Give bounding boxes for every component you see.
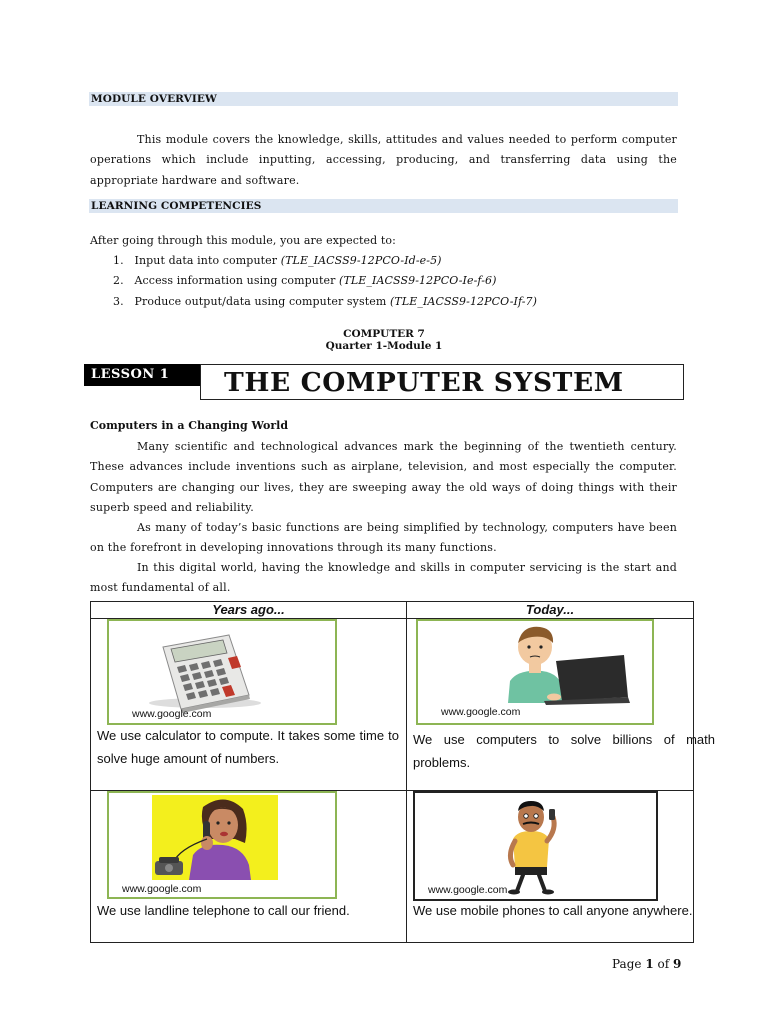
lesson-label: LESSON 1: [84, 364, 200, 386]
image-credit: www.google.com: [441, 706, 521, 718]
competency-item: 1. Input data into computer (TLE_IACSS9-12PCO-Id-e-5): [113, 254, 442, 267]
competencies-intro: After going through this module, you are expected to:: [90, 234, 396, 247]
table-header-years-ago: Years ago...: [212, 602, 285, 617]
row1-right-text: We use computers to solve billions of math problems.: [413, 732, 715, 770]
lesson-title: THE COMPUTER SYSTEM: [224, 367, 624, 398]
image-credit: www.google.com: [132, 708, 212, 720]
competency-item: 3. Produce output/data using computer system (TLE_IACSS9-12PCO-If-7): [113, 295, 538, 308]
table-header-today: Today...: [525, 602, 575, 617]
competency-item: 2. Access information using computer (TLE_IACSS9-12PCO-Ie-f-6): [113, 274, 497, 287]
course-subtitle: Quarter 1-Module 1: [325, 340, 443, 352]
image-credit: www.google.com: [122, 883, 202, 895]
page-number: Page 1 of 9: [612, 957, 682, 971]
row1-left-text: We use calculator to compute. It takes some time to solve huge amount of numbers.: [97, 728, 399, 766]
section-heading: Computers in a Changing World: [90, 419, 289, 432]
section-paragraph: In this digital world, having the knowledge and skills in computer servicing is the start and most fundamental of all.: [90, 561, 677, 595]
section-paragraph: Many scientific and technological advances mark the beginning of the twentieth century. These advances include inventions such as airplane, television, and most especially the computer. Computers are changing our lives, they are sweeping away the old ways of doing things with their superb speed and reliability.: [90, 440, 677, 514]
row2-left-text: We use landline telephone to call our friend.: [97, 903, 350, 918]
section-paragraph: As many of today’s basic functions are being simplified by technology, computers have been on the forefront in developing innovations through its many functions.: [90, 521, 677, 555]
image-credit: www.google.com: [428, 884, 508, 896]
module-overview-text: This module covers the knowledge, skills, attitudes and values needed to perform computer operations which include inputting, accessing, producing, and transferring data using the appropriate hardware and software.: [90, 133, 677, 187]
row2-right-text: We use mobile phones to call anyone anywhere.: [413, 903, 693, 918]
course-title: COMPUTER 7: [343, 328, 425, 340]
learning-competencies-heading: LEARNING COMPETENCIES: [89, 199, 678, 213]
module-overview-heading: MODULE OVERVIEW: [89, 92, 678, 106]
